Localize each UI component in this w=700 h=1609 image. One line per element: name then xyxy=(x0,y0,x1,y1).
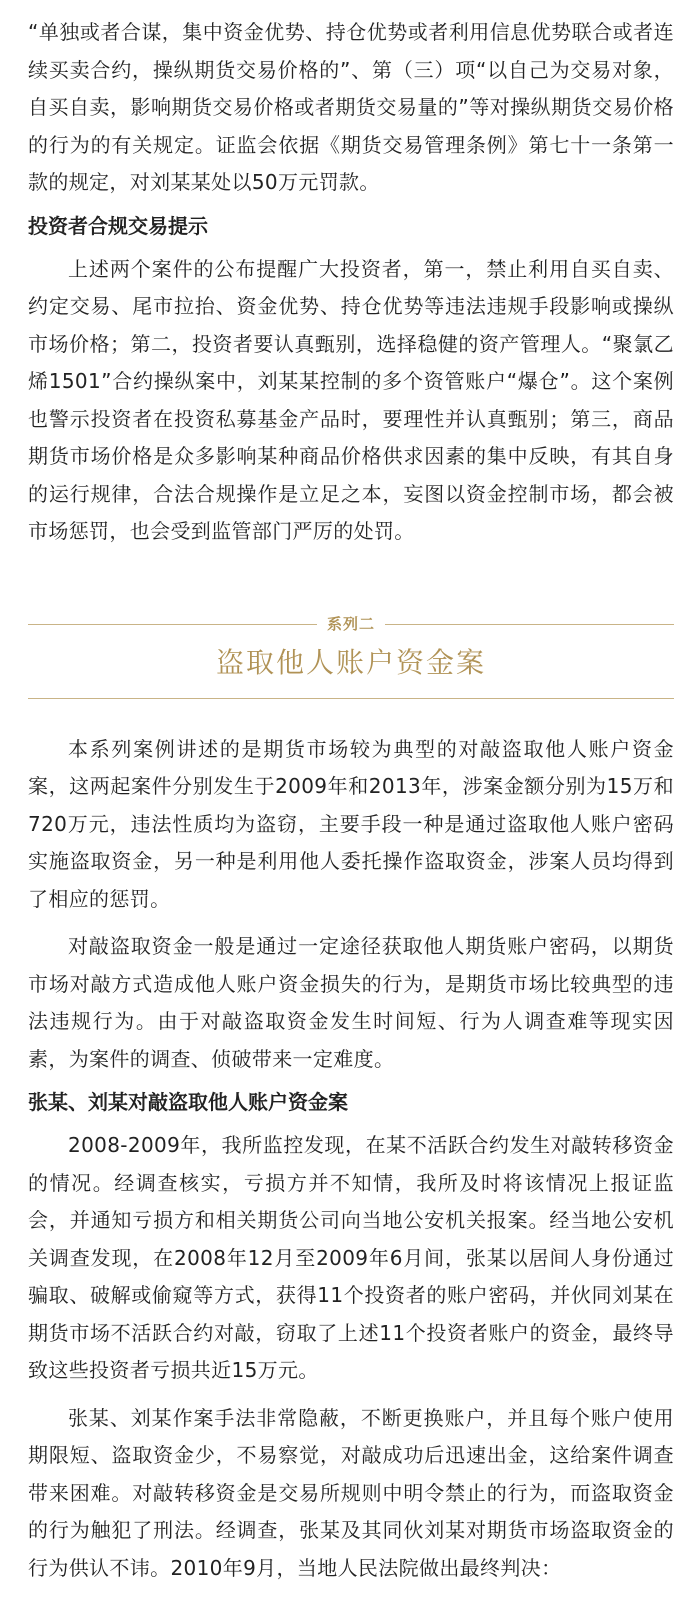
text-line: 2008-2009年，我所监控发现，在某不活跃合约发生对敲转移资 xyxy=(68,1133,654,1157)
text-line: 同刘某在期货市场不活跃合约对敲，窃取了上述11个投资者账户的资 xyxy=(28,1283,675,1345)
text-line: 本系列案例讲述的是期货市场较为典型的对敲盗取他人账户资金 xyxy=(68,736,674,761)
text-line: 上述两个案件的公布提醒广大投资者，第一，禁止利用自买自 xyxy=(68,256,633,281)
text-line: 份通过骗取、破解或偷窥等方式，获得11个投资者的账户密码，并伙 xyxy=(28,1245,674,1307)
text-line: 取资金的行为触犯了刑法。经调查，张某及其同伙刘某对期货市场盗 xyxy=(28,1480,674,1542)
text-line: 的违法违规行为。由于对敲盗取资金发生时间短、行为人调查难等现 xyxy=(28,971,675,1033)
text-line: 或操纵市场价格；第二，投资者要认真甄别，选择稳健的资产管理 xyxy=(28,294,674,356)
text-line: 实因素，为案件的调查、侦破带来一定难度。 xyxy=(28,1009,674,1071)
tips-heading: 投资者合规交易提示 xyxy=(28,213,208,238)
series-bottom-rule xyxy=(28,698,674,699)
text-line: 易对象，自买自卖，影响期货交易价格或者期货交易量的”等对操纵 xyxy=(28,57,674,119)
text-line: 者连续买卖合约，操纵期货交易价格的”、第（三）项“以自己为交 xyxy=(28,20,674,82)
text-line: 张某、刘某作案手法非常隐蔽，不断更换账户，并且每个账户使 xyxy=(68,1405,654,1430)
text-line: 金的情况。经调查核实，亏损方并不知情，我所及时将该情况上报证 xyxy=(28,1133,674,1195)
text-line: 期货交易价格的行为的有关规定。证监会依据《期货交易管理条例》 xyxy=(28,95,674,157)
intro-paragraph xyxy=(28,731,674,919)
text-line: 密码实施盗取资金，另一种是利用他人委托操作盗取资金，涉案人员 xyxy=(28,811,674,873)
text-line: 监会，并通知亏损方和相关期货公司向当地公安机关报案。经当地公 xyxy=(28,1170,674,1232)
text-line: “爆仓”。这个案例也警示投资者在投资私募基金产品时，要理性并 xyxy=(28,369,674,431)
case-heading: 张某、刘某对敲盗取他人账户资金案 xyxy=(28,1090,348,1114)
text-line: 调查带来困难。对敲转移资金是交易所规则中明令禁止的行为，而盗 xyxy=(28,1443,675,1505)
text-line: 取资金的行为供认不讳。2010年9月，当地人民法院做出最终判决： xyxy=(28,1518,674,1580)
case-detail-paragraph xyxy=(28,1400,674,1588)
tips-paragraph xyxy=(28,251,674,551)
text-line: “单独或者合谋，集中资金优势、持仓优势或者利用信息优势联合或 xyxy=(28,20,634,44)
series-header xyxy=(28,615,674,699)
text-line: 第七十一条第一款的规定，对刘某某处以50万元罚款。 xyxy=(28,132,674,194)
text-line: 货市场对敲方式造成他人账户资金损失的行为，是期货市场比较典型 xyxy=(28,934,674,996)
text-line: 用期限短、盗取资金少，不易察觉，对敲成功后迅速出金，这给案件 xyxy=(28,1405,674,1467)
text-line: 素的集中反映，有其自身的运行规律，合法合规操作是立足之本，妄图 xyxy=(28,444,674,506)
text-line: 认真甄别；第三，商品期货市场价格是众多影响某种商品价格供求因 xyxy=(28,406,674,468)
text-line: 和720万元，违法性质均为盗窃，主要手段一种是通过盗取他人账户 xyxy=(28,774,674,836)
text-line: 均得到了相应的惩罚。 xyxy=(28,849,674,911)
text-line: 金，最终导致这些投资者亏损共近15万元。 xyxy=(28,1320,674,1382)
section-2 xyxy=(28,731,674,1588)
series-tag: 系列二 xyxy=(317,615,385,634)
definition-paragraph xyxy=(28,928,674,1078)
text-line: 卖、约定交易、尾市拉抬、资金优势、持仓优势等违法违规手段影响 xyxy=(28,256,675,318)
case-paragraph xyxy=(28,1127,674,1390)
regulation-paragraph xyxy=(28,14,674,202)
text-line: 人。“聚氯乙烯1501”合约操纵案中，刘某某控制的多个资管账户 xyxy=(28,331,674,393)
text-line: 以资金控制市场，都会被市场惩罚，也会受到监管部门严厉的处罚。 xyxy=(28,481,674,543)
section-1 xyxy=(28,0,674,551)
text-line: 安机关调查发现，在2008年12月至2009年6月间，张某以居间人身 xyxy=(28,1208,675,1270)
text-line: 案，这两起案件分别发生于2009年和2013年，涉案金额分别为15万 xyxy=(28,774,654,798)
series-title: 盗取他人账户资金案 xyxy=(215,645,486,679)
text-line: 对敲盗取资金一般是通过一定途径获取他人期货账户密码，以期 xyxy=(68,934,654,958)
